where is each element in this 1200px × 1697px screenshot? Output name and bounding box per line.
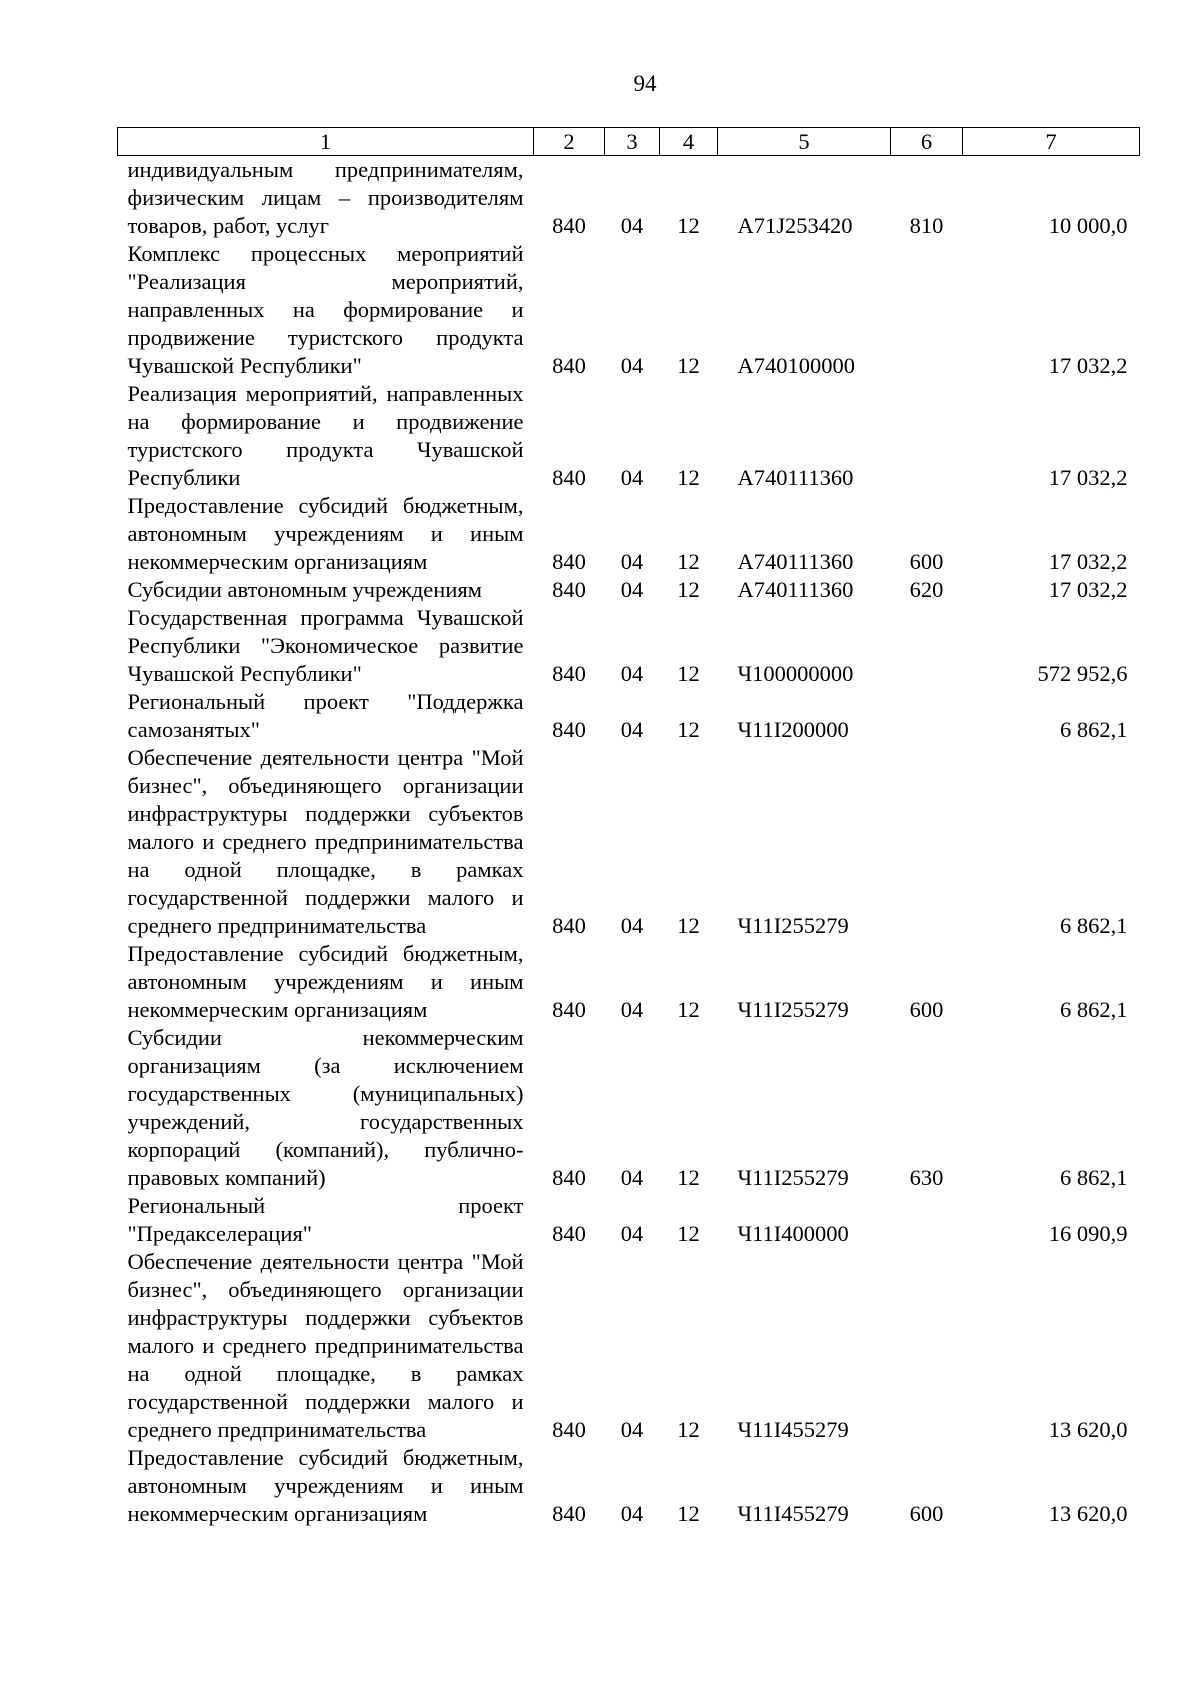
row-code-4-cell: 12: [677, 1501, 700, 1526]
row-code-5-cell: А740100000: [737, 353, 855, 378]
row-code-6-cell: 630: [909, 1165, 944, 1190]
row-code-6-cell: 600: [909, 997, 944, 1022]
table-header-row: [118, 128, 1140, 156]
row-code-3-cell: 04: [620, 1221, 644, 1246]
row-amount-cell: 17 032,2: [1048, 465, 1128, 490]
row-name-cell: Предоставление субсидий бюджетным, автономным учреждениям и иным некоммерческим организациям: [127, 1445, 524, 1526]
row-name-cell: Субсидии автономным учреждениям: [127, 577, 482, 602]
row-name-cell: Обеспечение деятельности центра "Мой бизнес", объединяющего организации инфраструктуры поддержки субъектов малого и среднего предпринимательства на одной площадке, в рамках государственной поддержки малого и среднего предпринимательства: [127, 745, 524, 938]
row-name-cell: Государственная программа Чувашской Республики "Экономическое развитие Чувашской Республики": [127, 605, 524, 686]
row-name-cell: Предоставление субсидий бюджетным, автономным учреждениям и иным некоммерческим организациям: [127, 941, 524, 1022]
row-code-5-cell: А740111360: [737, 549, 854, 574]
row-code-5-cell: Ч11I255279: [737, 1165, 849, 1190]
row-name-cell: Предоставление субсидий бюджетным, автономным учреждениям и иным некоммерческим организациям: [127, 493, 524, 574]
table-row: [118, 604, 1140, 688]
row-amount-cell: 17 032,2: [1048, 577, 1128, 602]
row-code-4-cell: 12: [677, 1165, 700, 1190]
row-code-2-cell: 840: [552, 913, 586, 938]
table-row: [118, 576, 1140, 604]
row-amount-cell: 6 862,1: [1060, 717, 1128, 742]
row-code-2-cell: 840: [552, 1221, 586, 1246]
row-code-6-cell: [891, 688, 963, 744]
row-name-cell: индивидуальным предпринимателям, физическим лицам – производителям товаров, работ, услуг: [127, 157, 524, 238]
row-code-6-cell: [891, 744, 963, 940]
row-code-6-cell: [891, 240, 963, 380]
page-number: 94: [633, 71, 657, 96]
row-code-5-cell: Ч11I455279: [737, 1501, 849, 1526]
table-row: [118, 744, 1140, 940]
column-header-6: 6: [891, 128, 963, 156]
row-amount-cell: 13 620,0: [1048, 1501, 1128, 1526]
row-code-2-cell: 840: [552, 213, 586, 238]
row-code-3-cell: 04: [620, 213, 644, 238]
table-row: [118, 156, 1140, 241]
row-code-6-cell: [891, 1192, 963, 1248]
row-code-5-cell: Ч100000000: [737, 661, 854, 686]
row-code-4-cell: 12: [677, 997, 700, 1022]
row-code-6-cell: 620: [909, 577, 944, 602]
row-amount-cell: 13 620,0: [1048, 1417, 1128, 1442]
row-amount-cell: 17 032,2: [1048, 353, 1128, 378]
row-amount-cell: 16 090,9: [1048, 1221, 1128, 1246]
row-code-4-cell: 12: [677, 913, 700, 938]
row-amount-cell: 6 862,1: [1060, 997, 1128, 1022]
row-code-5-cell: А740111360: [737, 465, 854, 490]
row-name-cell: Комплекс процессных мероприятий "Реализация мероприятий, направленных на формирование и продвижение туристского продукта Чувашской Республики": [127, 241, 524, 378]
row-code-5-cell: Ч11I455279: [737, 1417, 849, 1442]
row-name-cell: Субсидии некоммерческим организациям (за исключением государственных (муниципальных) учреждений, государственных корпораций (компаний), публично-правовых компаний): [127, 1025, 524, 1190]
row-code-5-cell: Ч11I200000: [737, 717, 849, 742]
row-code-6-cell: [891, 380, 963, 492]
row-code-3-cell: 04: [620, 1165, 644, 1190]
table-row: [118, 940, 1140, 1024]
row-code-5-cell: А740111360: [737, 577, 854, 602]
row-name-cell: Реализация мероприятий, направленных на формирование и продвижение туристского продукта Чувашской Республики: [127, 381, 524, 490]
row-code-2-cell: 840: [552, 1165, 586, 1190]
column-header-1: 1: [118, 128, 534, 156]
budget-table: [117, 127, 1140, 1528]
column-header-5: 5: [718, 128, 891, 156]
table-row: [118, 688, 1140, 744]
row-code-6-cell: 810: [909, 213, 944, 238]
row-amount-cell: 572 952,6: [1037, 661, 1128, 686]
row-amount-cell: 6 862,1: [1060, 1165, 1128, 1190]
row-code-3-cell: 04: [620, 577, 644, 602]
row-name-cell: Обеспечение деятельности центра "Мой бизнес", объединяющего организации инфраструктуры поддержки субъектов малого и среднего предпринимательства на одной площадке, в рамках государственной поддержки малого и среднего предпринимательства: [127, 1249, 524, 1442]
row-code-4-cell: 12: [677, 577, 700, 602]
table-row: [118, 1192, 1140, 1248]
column-header-4: 4: [660, 128, 718, 156]
row-code-4-cell: 12: [677, 1221, 700, 1246]
row-code-2-cell: 840: [552, 661, 586, 686]
row-code-3-cell: 04: [620, 353, 644, 378]
column-header-2: 2: [534, 128, 605, 156]
row-code-2-cell: 840: [552, 997, 586, 1022]
table-row: [118, 240, 1140, 380]
row-amount-cell: 10 000,0: [1048, 213, 1128, 238]
row-code-3-cell: 04: [620, 661, 644, 686]
row-code-6-cell: [891, 1248, 963, 1444]
row-code-2-cell: 840: [552, 1501, 586, 1526]
row-amount-cell: 17 032,2: [1048, 549, 1128, 574]
row-code-4-cell: 12: [677, 661, 700, 686]
row-code-2-cell: 840: [552, 549, 586, 574]
row-code-3-cell: 04: [620, 465, 644, 490]
row-code-2-cell: 840: [552, 717, 586, 742]
row-code-4-cell: 12: [677, 1417, 700, 1442]
row-code-4-cell: 12: [677, 549, 700, 574]
row-code-3-cell: 04: [620, 1417, 644, 1442]
row-code-5-cell: А71J253420: [737, 213, 853, 238]
row-code-3-cell: 04: [620, 549, 644, 574]
row-code-6-cell: [891, 604, 963, 688]
column-header-7: 7: [963, 128, 1140, 156]
table-row: [118, 1248, 1140, 1444]
row-code-5-cell: Ч11I400000: [737, 1221, 849, 1246]
table-row: [118, 1024, 1140, 1192]
row-name-cell: Региональный проект "Поддержка самозанятых": [127, 689, 524, 742]
table-body: [118, 156, 1140, 1529]
row-code-5-cell: Ч11I255279: [737, 913, 849, 938]
row-amount-cell: 6 862,1: [1060, 913, 1128, 938]
row-code-3-cell: 04: [620, 913, 644, 938]
row-code-6-cell: 600: [909, 549, 944, 574]
row-code-2-cell: 840: [552, 353, 586, 378]
row-code-3-cell: 04: [620, 997, 644, 1022]
table-row: [118, 380, 1140, 492]
row-code-3-cell: 04: [620, 1501, 644, 1526]
row-code-4-cell: 12: [677, 465, 700, 490]
column-header-3: 3: [605, 128, 660, 156]
row-code-3-cell: 04: [620, 717, 644, 742]
row-code-2-cell: 840: [552, 465, 586, 490]
table-row: [118, 492, 1140, 576]
row-code-4-cell: 12: [677, 717, 700, 742]
table-row: [118, 1444, 1140, 1528]
row-code-2-cell: 840: [552, 1417, 586, 1442]
row-name-cell: Региональный проект "Предакселерация": [127, 1193, 524, 1246]
row-code-5-cell: Ч11I255279: [737, 997, 849, 1022]
row-code-4-cell: 12: [677, 213, 700, 238]
row-code-6-cell: 600: [909, 1501, 944, 1526]
row-code-2-cell: 840: [552, 577, 586, 602]
row-code-4-cell: 12: [677, 353, 700, 378]
